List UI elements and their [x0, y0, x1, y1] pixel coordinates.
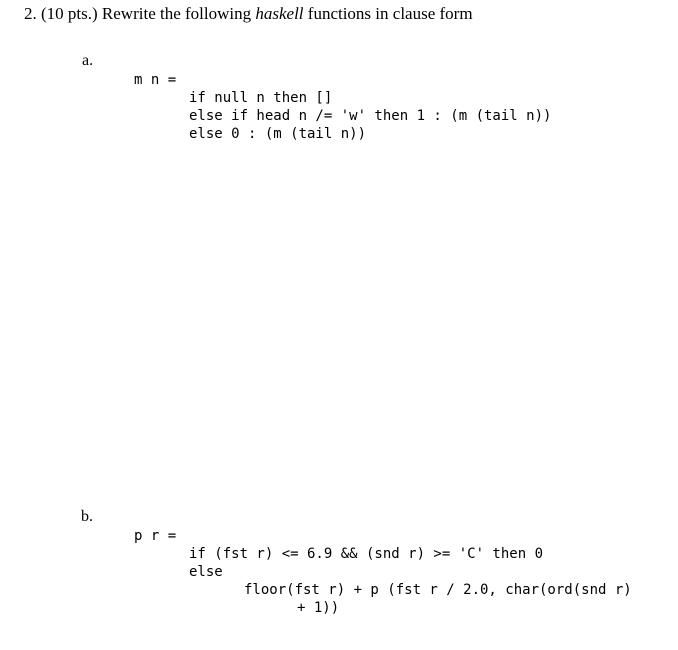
question-number: 2.	[24, 4, 37, 23]
question-heading	[24, 4, 473, 24]
question-points: (10 pts.)	[41, 4, 98, 23]
question-text-after: functions in clause form	[307, 4, 473, 23]
question-emphasis: haskell	[255, 4, 304, 23]
part-a-code-line-2: else if head n /= 'w' then 1 : (m (tail n))	[189, 108, 552, 124]
part-b-code-line-3: floor(fst r) + p (fst r / 2.0, char(ord(snd r)	[244, 582, 632, 598]
part-a-code-line-3: else 0 : (m (tail n))	[189, 126, 367, 142]
question-text-before: Rewrite the following	[101, 4, 252, 23]
part-b-code-line-4: + 1))	[297, 600, 340, 616]
part-b-code-line-1: if (fst r) <= 6.9 && (snd r) >= 'C' then 0	[189, 546, 544, 562]
part-a-header: m n =	[134, 72, 177, 88]
part-b-label: b.	[81, 508, 93, 525]
part-a-code-line-1: if null n then []	[189, 90, 333, 106]
part-b-header: p r =	[134, 528, 177, 544]
part-a-label: a.	[82, 52, 94, 69]
part-b-code-line-2: else	[189, 564, 223, 580]
